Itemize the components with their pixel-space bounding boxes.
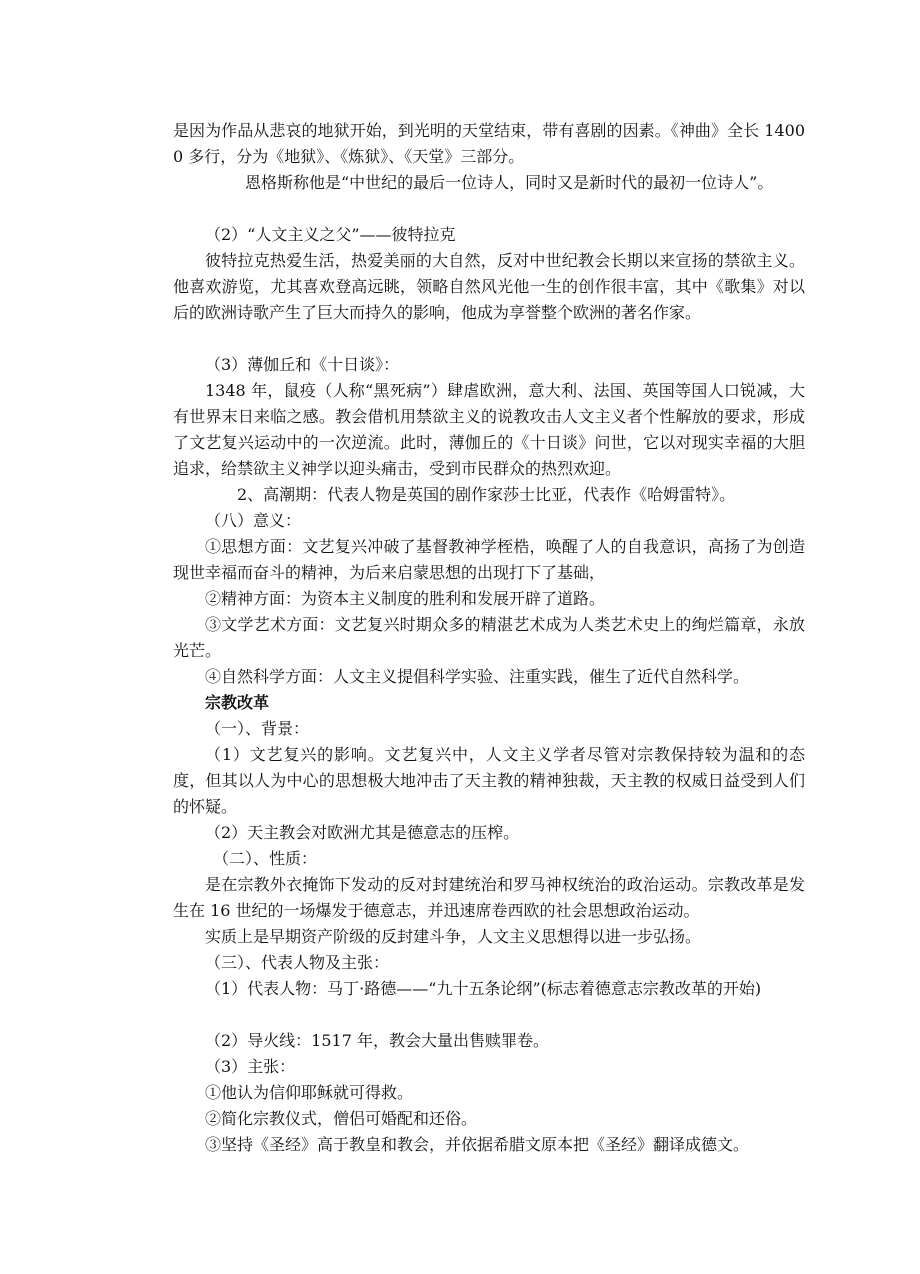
paragraph-decameron: 1348 年，鼠疫（人称“黑死病”）肆虐欧洲，意大利、法国、英国等国人口锐减，大有世界末日来临之感。教会借机用禁欲主义的说教攻击人文主义者个性解放的要求，形成了文艺复兴运动中的一次逆流。此时，薄伽丘的《十日谈》问世，它以对现实幸福的大胆追求，给禁欲主义神学以迎头痛击，受到市民群众的热烈欢迎。 (173, 381, 805, 478)
heading-significance: （八）意义： (205, 511, 302, 530)
heading-representatives: （三）、代表人物及主张： (205, 953, 390, 972)
paragraph-martin-luther: （1）代表人物：马丁·路德——“九十五条论纲”(标志着德意志宗教改革的开始) (205, 979, 762, 998)
paragraph-petrarch: 彼特拉克热爱生活，热爱美丽的大自然，反对中世纪教会长期以来宣扬的禁欲主义。他喜欢游览，尤其喜欢登高远眺，领略自然风光他一生的创作很丰富，其中《歌集》对以后的欧洲诗歌产生了巨大而持久的影响，他成为享誉整个欧洲的著名作家。 (173, 251, 805, 322)
paragraph-spirit: ②精神方面：为资本主义制度的胜利和发展开辟了道路。 (205, 589, 606, 608)
heading-propositions: （3）主张： (205, 1057, 296, 1076)
paragraph-church-exploitation: （2）天主教会对欧洲尤其是德意志的压榨。 (205, 823, 520, 842)
paragraph-nature: 是在宗教外衣掩饰下发动的反对封建统治和罗马神权统治的政治运动。宗教改革是发生在 16 世纪的一场爆发于德意志，并迅速席卷西欧的社会思想政治运动。 (173, 875, 805, 920)
heading-boccaccio: （3）薄伽丘和《十日谈》： (205, 355, 400, 374)
list-item-simplify-rites: ②简化宗教仪式，僧侣可婚配和还俗。 (205, 1109, 478, 1128)
paragraph-divine-comedy: 是因为作品从悲哀的地狱开始，到光明的天堂结束，带有喜剧的因素。《神曲》全长 14000 多行，分为《地狱》、《炼狱》、《天堂》三部分。 (173, 121, 805, 166)
paragraph-engels-quote: 恩格斯称他是“中世纪的最后一位诗人，同时又是新时代的最初一位诗人”。 (245, 173, 774, 192)
paragraph-peak-period: 2、高潮期：代表人物是英国的剧作家莎士比亚，代表作《哈姆雷特》。 (237, 485, 736, 504)
paragraph-renaissance-influence: （1）文艺复兴的影响。文艺复兴中，人文主义学者尽管对宗教保持较为温和的态度，但其以人为中心的思想极大地冲击了天主教的精神独裁，天主教的权威日益受到人们的怀疑。 (173, 745, 805, 816)
paragraph-natural-science: ④自然科学方面：人文主义提倡科学实验、注重实践，催生了近代自然科学。 (205, 667, 750, 686)
section-title-reformation: 宗教改革 (205, 693, 270, 712)
heading-background: （一）、背景： (205, 719, 310, 738)
paragraph-thought: ①思想方面：文艺复兴冲破了基督教神学桎梏，唤醒了人的自我意识，高扬了为创造现世幸福而奋斗的精神，为后来启蒙思想的出现打下了基础， (173, 537, 805, 582)
list-item-faith: ①他认为信仰耶稣就可得救。 (205, 1083, 414, 1102)
paragraph-trigger: （2）导火线：1517 年，教会大量出售赎罪卷。 (205, 1031, 549, 1050)
list-item-bible: ③坚持《圣经》高于教皇和教会，并依据希腊文原本把《圣经》翻译成德文。 (205, 1135, 750, 1154)
heading-petrarch: （2）“人文主义之父”——彼特拉克 (205, 225, 456, 244)
heading-nature: （二）、性质： (213, 849, 318, 868)
paragraph-essence: 实质上是早期资产阶级的反封建斗争，人文主义思想得以进一步弘扬。 (205, 927, 702, 946)
paragraph-literature-art: ③文学艺术方面：文艺复兴时期众多的精湛艺术成为人类艺术史上的绚烂篇章，永放光芒。 (173, 615, 805, 660)
